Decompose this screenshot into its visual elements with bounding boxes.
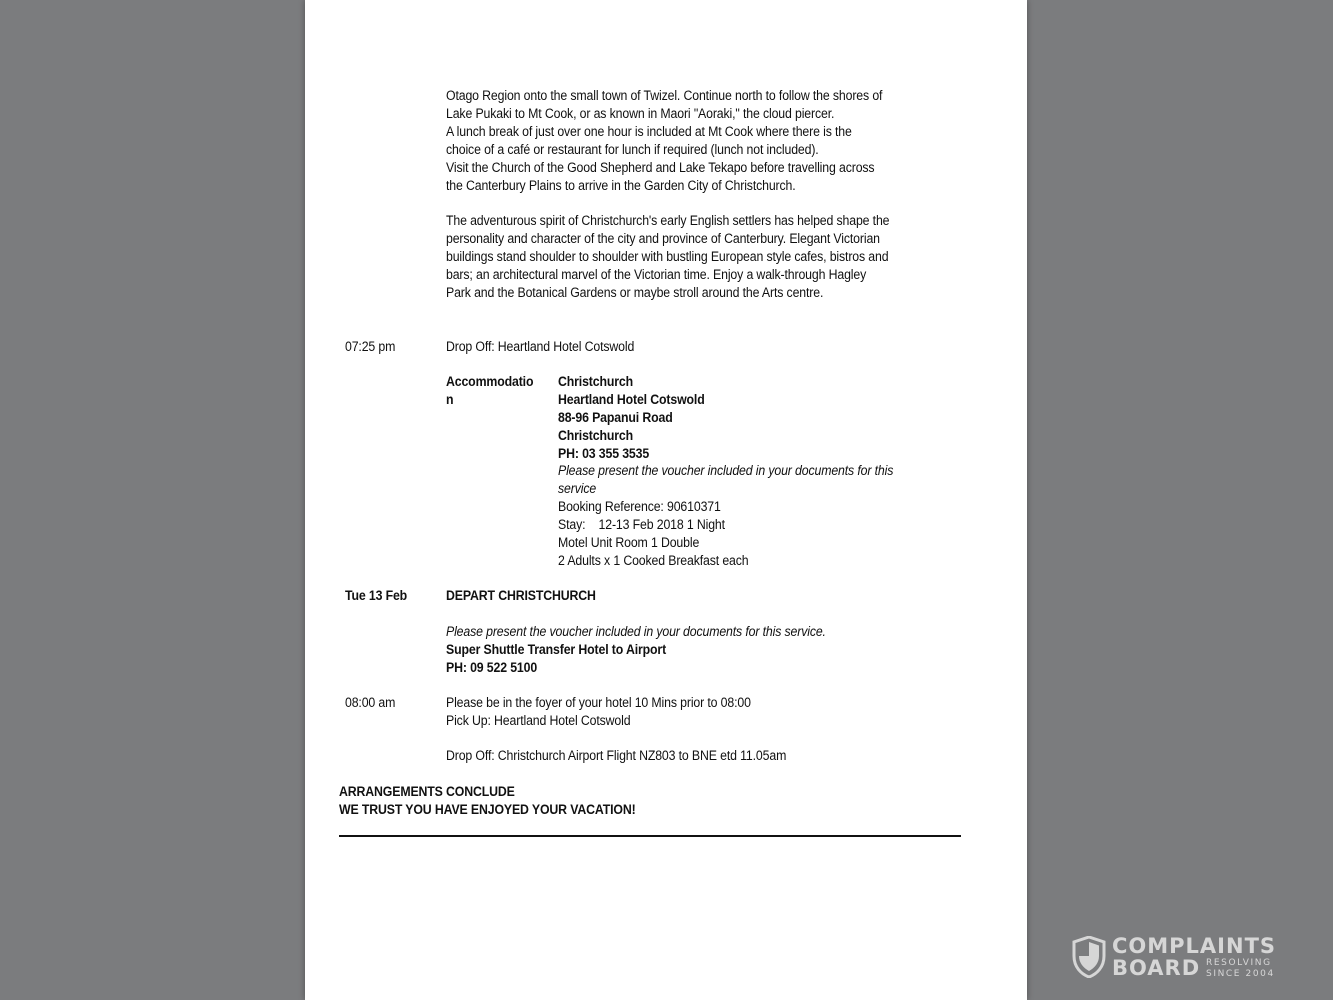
depart-voucher: Please present the voucher included in your documents for this service. — [446, 624, 826, 639]
airport-dropoff: Drop Off: Christchurch Airport Flight NZ803 to BNE etd 11.05am — [446, 748, 787, 763]
christchurch-line-2: personality and character of the city and province of Canterbury. Elegant Victorian — [446, 231, 880, 246]
document-page — [305, 0, 1027, 1000]
closing-line-1: ARRANGEMENTS CONCLUDE — [339, 784, 515, 799]
accommodation-voucher-line-2: service — [558, 481, 597, 496]
accommodation-phone: PH: 03 355 3535 — [558, 446, 650, 461]
booking-reference: Booking Reference: 90610371 — [558, 499, 721, 514]
pickup-time: 08:00 am — [345, 695, 396, 710]
intro-line-6: the Canterbury Plains to arrive in the Garden City of Christchurch. — [446, 178, 796, 193]
accommodation-hotel: Heartland Hotel Cotswold — [558, 392, 705, 407]
christchurch-line-4: bars; an architectural marvel of the Victorian time. Enjoy a walk-through Hagley — [446, 267, 867, 282]
accommodation-label-line-1: Accommodatio — [446, 374, 534, 389]
watermark-tag-1: RESOLVING — [1206, 958, 1272, 968]
christchurch-line-1: The adventurous spirit of Christchurch's early English settlers has helped shape the — [446, 213, 890, 228]
closing-line-2: WE TRUST YOU HAVE ENJOYED YOUR VACATION! — [339, 802, 636, 817]
foyer-notice: Please be in the foyer of your hotel 10 Mins prior to 08:00 — [446, 695, 751, 710]
accommodation-address: 88-96 Papanui Road — [558, 410, 673, 425]
intro-line-1: Otago Region onto the small town of Twizel. Continue north to follow the shores of — [446, 88, 883, 103]
christchurch-line-3: buildings stand shoulder to shoulder with bustling European style cafes, bistros and — [446, 249, 889, 264]
dropoff-time: 07:25 pm — [345, 339, 396, 354]
depart-title: DEPART CHRISTCHURCH — [446, 588, 596, 603]
watermark-line-1: COMPLAINTS — [1112, 934, 1277, 958]
room-type: Motel Unit Room 1 Double — [558, 535, 700, 550]
christchurch-line-5: Park and the Botanical Gardens or maybe stroll around the Arts centre. — [446, 285, 824, 300]
shield-icon — [1072, 936, 1106, 978]
accommodation-city: Christchurch — [558, 374, 634, 389]
depart-date: Tue 13 Feb — [345, 588, 408, 603]
complaints-board-watermark — [1072, 934, 1287, 982]
dropoff-text: Drop Off: Heartland Hotel Cotswold — [446, 339, 635, 354]
bottom-divider — [339, 835, 961, 837]
watermark-line-2: BOARD — [1112, 956, 1201, 980]
intro-line-4: choice of a café or restaurant for lunch if required (lunch not included). — [446, 142, 819, 157]
breakfast-info: 2 Adults x 1 Cooked Breakfast each — [558, 553, 749, 568]
accommodation-label-line-2: n — [446, 392, 454, 407]
shuttle-service: Super Shuttle Transfer Hotel to Airport — [446, 642, 667, 657]
pickup-location: Pick Up: Heartland Hotel Cotswold — [446, 713, 631, 728]
accommodation-voucher-line-1: Please present the voucher included in your documents for this — [558, 463, 894, 478]
accommodation-address-city: Christchurch — [558, 428, 634, 443]
intro-line-3: A lunch break of just over one hour is included at Mt Cook where there is the — [446, 124, 852, 139]
stay-dates: Stay: 12-13 Feb 2018 1 Night — [558, 517, 725, 532]
intro-line-2: Lake Pukaki to Mt Cook, or as known in Maori "Aoraki," the cloud piercer. — [446, 106, 835, 121]
intro-line-5: Visit the Church of the Good Shepherd and Lake Tekapo before travelling across — [446, 160, 875, 175]
watermark-tag-2: SINCE 2004 — [1206, 969, 1275, 979]
shuttle-phone: PH: 09 522 5100 — [446, 660, 538, 675]
